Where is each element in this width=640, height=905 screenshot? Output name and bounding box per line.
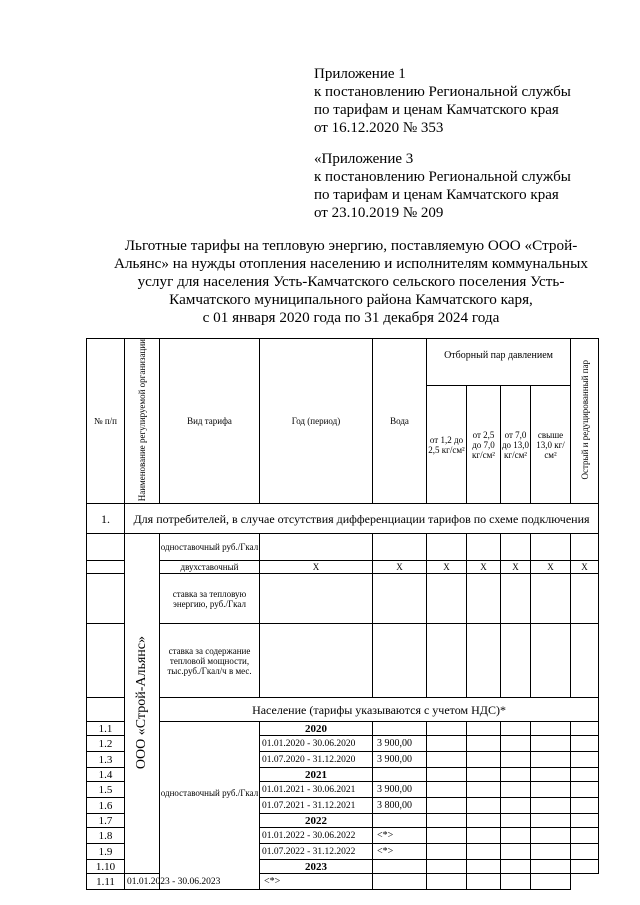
period-range: 01.01.2021 - 30.06.2021 [260,782,373,798]
tariff-value [373,860,427,874]
title-line: Камчатского муниципального района Камчатского каря, [169,291,533,308]
header-p1: от 1,2 до 2,5 кг/см² [427,386,467,504]
empty-cell [571,782,599,798]
empty-cell [260,534,373,561]
empty-cell [373,534,427,561]
empty-cell [501,624,531,698]
org-name-cell [125,534,160,874]
period-range: 01.01.2020 - 30.06.2020 [260,736,373,752]
empty-cell [501,768,531,782]
tariff-value: <*> [373,844,427,860]
empty-cell [87,624,125,698]
appendix-3-line: к постановлению Региональной службы [314,169,571,185]
empty-cell [467,798,501,814]
empty-cell [373,624,427,698]
population-label: Население (тарифы указываются с учетом НДС)* [160,698,599,722]
empty-cell [501,814,531,828]
row-num: 1.4 [87,768,125,782]
title-line: Альянс» на нужды отопления населению и исполнителям коммунальных [114,255,588,272]
empty-cell [531,736,571,752]
year-label: 2023 [260,860,373,874]
empty-cell [260,624,373,698]
double-rate-label: двухставочный [160,561,260,574]
empty-cell [531,844,571,860]
empty-cell [427,844,467,860]
title-line: с 01 января 2020 года по 31 декабря 2024 года [202,309,500,326]
empty-cell [501,798,531,814]
x-mark: X [531,561,571,574]
row-num: 1.10 [87,860,125,874]
empty-cell [87,574,125,624]
empty-cell [531,874,571,890]
empty-cell [467,752,501,768]
header-org-text: Наименование регулируемой организации [137,339,147,502]
appendix-3-line: «Приложение 3 [314,151,414,167]
tariff-value [373,814,427,828]
header-sharp-steam [571,339,599,504]
tariff-value [373,722,427,736]
header-water: Вода [373,339,427,504]
x-mark: X [467,561,501,574]
empty-cell [501,828,531,844]
empty-cell [571,534,599,561]
empty-cell [427,814,467,828]
tariff-value [373,768,427,782]
empty-cell [531,828,571,844]
empty-cell [531,782,571,798]
empty-cell [373,574,427,624]
empty-cell [427,798,467,814]
empty-cell [531,722,571,736]
empty-cell [501,736,531,752]
tariff-value: 3 800,00 [373,798,427,814]
empty-cell [571,736,599,752]
x-mark: X [427,561,467,574]
row-num: 1.1 [87,722,125,736]
empty-cell [427,752,467,768]
population-tariff-label: одноставочный руб./Гкал [160,722,260,890]
empty-cell [531,798,571,814]
title-line: услуг для населения Усть-Камчатского сельского поселения Усть- [137,273,565,290]
rate-power-label: ставка за содержание тепловой мощности, тыс.руб./Гкал/ч в мес. [160,624,260,698]
section-num: 1. [87,504,125,534]
empty-cell [571,860,599,874]
empty-cell [501,874,531,890]
empty-cell [87,534,125,561]
single-rate-label: одноставочный руб./Гкал [160,534,260,561]
tariff-value: 3 900,00 [373,736,427,752]
empty-cell [501,574,531,624]
x-mark: X [571,561,599,574]
header-p3: от 7,0 до 13,0 кг/см² [501,386,531,504]
empty-cell [571,768,599,782]
empty-cell [467,874,501,890]
empty-cell [467,844,501,860]
empty-cell [501,844,531,860]
appendix-1-line: по тарифам и ценам Камчатского края [314,102,559,118]
header-steam-group: Отборный пар давлением [427,339,571,386]
year-label: 2022 [260,814,373,828]
appendix-1-header [314,65,614,137]
rate-energy-label: ставка за тепловую энергию, руб./Гкал [160,574,260,624]
empty-cell [501,752,531,768]
org-name: ООО «Строй-Альянс» [134,636,149,770]
empty-cell [467,722,501,736]
empty-cell [571,814,599,828]
x-mark: X [501,561,531,574]
row-num: 1.9 [87,844,125,860]
empty-cell [501,860,531,874]
empty-cell [467,768,501,782]
empty-cell [571,722,599,736]
empty-cell [531,814,571,828]
empty-cell [531,534,571,561]
empty-cell [571,798,599,814]
title-line: Льготные тарифы на тепловую энергию, поставляемую ООО «Строй- [124,237,578,254]
tariff-value: <*> [260,874,373,890]
empty-cell [467,782,501,798]
header-p4: свыше 13,0 кг/см² [531,386,571,504]
tariff-table [86,338,599,890]
empty-cell [467,814,501,828]
empty-cell [531,860,571,874]
empty-cell [260,574,373,624]
empty-cell [427,574,467,624]
empty-cell [571,624,599,698]
row-num: 1.6 [87,798,125,814]
empty-cell [467,574,501,624]
empty-cell [531,624,571,698]
row-num: 1.3 [87,752,125,768]
year-label: 2021 [260,768,373,782]
row-num: 1.7 [87,814,125,828]
empty-cell [467,624,501,698]
empty-cell [571,574,599,624]
empty-cell [571,752,599,768]
empty-cell [467,860,501,874]
period-range: 01.01.2022 - 30.06.2022 [260,828,373,844]
period-range: 01.07.2021 - 31.12.2021 [260,798,373,814]
tariff-value: 3 900,00 [373,752,427,768]
header-org [125,339,160,504]
row-num: 1.11 [87,874,125,890]
empty-cell [467,534,501,561]
appendix-3-header [314,150,614,222]
empty-cell [501,782,531,798]
row-num: 1.5 [87,782,125,798]
year-label: 2020 [260,722,373,736]
appendix-3-line: по тарифам и ценам Камчатского края [314,187,559,203]
empty-cell [531,768,571,782]
appendix-3-line: от 23.10.2019 № 209 [314,205,444,221]
empty-cell [427,782,467,798]
empty-cell [427,534,467,561]
empty-cell [531,574,571,624]
appendix-1-line: Приложение 1 [314,66,406,82]
appendix-1-line: к постановлению Региональной службы [314,84,571,100]
empty-cell [427,768,467,782]
empty-cell [427,736,467,752]
tariff-value: 3 900,00 [373,782,427,798]
header-num: № п/п [87,339,125,504]
period-range: 01.07.2022 - 31.12.2022 [260,844,373,860]
period-range: 01.07.2020 - 31.12.2020 [260,752,373,768]
empty-cell [571,828,599,844]
header-p2: от 2,5 до 7,0 кг/см² [467,386,501,504]
row-num: 1.2 [87,736,125,752]
appendix-1-line: от 16.12.2020 № 353 [314,120,444,136]
empty-cell [467,828,501,844]
empty-cell [427,874,467,890]
empty-cell [427,624,467,698]
empty-cell [531,752,571,768]
empty-cell [87,561,125,574]
period-range: 01.01.2023 - 30.06.2023 [125,874,160,890]
section-label: Для потребителей, в случае отсутствия дифференциации тарифов по схеме подключения [125,504,599,534]
empty-cell [501,534,531,561]
x-mark: X [260,561,373,574]
empty-cell [373,874,427,890]
empty-cell [571,844,599,860]
document-title [108,237,594,327]
header-sharp-text: Острый и редуцированный пар [579,360,590,480]
empty-cell [467,736,501,752]
empty-cell [427,828,467,844]
empty-cell [427,722,467,736]
tariff-value: <*> [373,828,427,844]
empty-cell [87,698,125,722]
empty-cell [427,860,467,874]
header-tariff-type: Вид тарифа [160,339,260,504]
header-period: Год (период) [260,339,373,504]
row-num: 1.8 [87,828,125,844]
x-mark: X [373,561,427,574]
empty-cell [501,722,531,736]
